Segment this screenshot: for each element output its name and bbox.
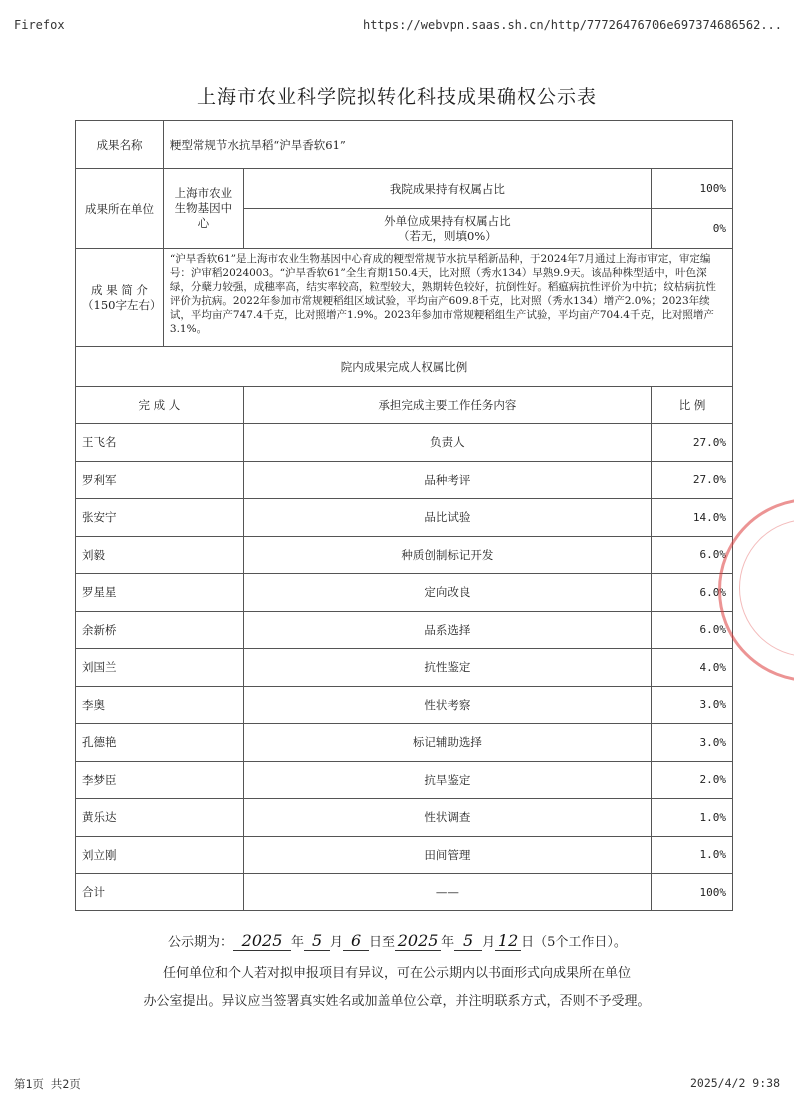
intro-label-cell	[76, 249, 164, 347]
contributor-ratio: 6.0%	[652, 574, 733, 612]
contributor-task: 性状调查	[243, 799, 651, 837]
contributor-name: 黄乐达	[76, 799, 244, 837]
contributor-task: 品比试验	[243, 499, 651, 537]
day-end: 日（5个工作日）。	[521, 935, 627, 950]
contributors-body	[76, 424, 733, 874]
contributor-name: 张安宁	[76, 499, 244, 537]
end-day: 12	[495, 931, 521, 951]
external-share-label-line2: （若无，则填0%）	[398, 228, 497, 243]
objection-note-line2: 办公室提出。异议应当签署真实姓名或加盖单位公章，并注明联系方式，否则不予受理。	[143, 994, 651, 1009]
contributor-ratio: 14.0%	[652, 499, 733, 537]
contributor-name: 李梦臣	[76, 761, 244, 799]
contributor-row	[76, 761, 733, 799]
contributor-task: 品种考评	[243, 461, 651, 499]
external-share-value: 0%	[652, 209, 733, 249]
start-day: 6	[343, 931, 369, 951]
result-name-label: 成果名称	[76, 121, 164, 169]
contributor-ratio: 6.0%	[652, 536, 733, 574]
page-url[interactable]: https://webvpn.saas.sh.cn/http/77726476706e697374686562...	[362, 18, 782, 32]
end-month: 5	[454, 931, 482, 951]
contributor-name: 李奥	[76, 686, 244, 724]
year-char-1: 年	[291, 935, 305, 950]
day-to: 日至	[369, 935, 396, 950]
contributor-ratio: 27.0%	[652, 424, 733, 462]
contributor-name: 余新桥	[76, 611, 244, 649]
unit-value: 上海市农业生物基因中心	[163, 169, 243, 249]
contributor-ratio: 2.0%	[652, 761, 733, 799]
contributor-row	[76, 686, 733, 724]
contributor-ratio: 1.0%	[652, 836, 733, 874]
contributor-row	[76, 424, 733, 462]
contributor-ratio: 3.0%	[652, 686, 733, 724]
objection-note-line1: 任何单位和个人若对拟申报项目有异议，可在公示期内以书面形式向成果所在单位	[162, 966, 631, 981]
contributor-task: 定向改良	[243, 574, 651, 612]
contributor-task: 负责人	[243, 424, 651, 462]
start-year: 2025	[233, 931, 291, 951]
contributor-row	[76, 574, 733, 612]
month-char-2: 月	[482, 935, 496, 950]
result-name-value: 粳型常规节水抗旱稻“沪旱香软61”	[163, 121, 732, 169]
contributor-ratio: 1.0%	[652, 799, 733, 837]
own-share-label: 我院成果持有权属占比	[243, 169, 651, 209]
total-ratio: 100%	[652, 874, 733, 911]
contributor-row	[76, 799, 733, 837]
col-header-task: 承担完成主要工作任务内容	[243, 387, 651, 424]
start-month: 5	[304, 931, 330, 951]
total-label: 合计	[76, 874, 244, 911]
month-char-1: 月	[330, 935, 344, 950]
contributor-row	[76, 724, 733, 762]
page-number: 第1页 共2页	[14, 1077, 81, 1091]
external-share-label	[243, 209, 651, 249]
contributor-task: 抗旱鉴定	[243, 761, 651, 799]
contributor-task: 种质创制标记开发	[243, 536, 651, 574]
intro-label: 成 果 简 介	[90, 282, 148, 297]
contributor-task: 品系选择	[243, 611, 651, 649]
disclosure-table	[75, 120, 733, 911]
end-year: 2025	[395, 931, 441, 951]
browser-name: Firefox	[14, 18, 65, 32]
contributor-ratio: 6.0%	[652, 611, 733, 649]
total-task: ——	[243, 874, 651, 911]
contributor-name: 孔德艳	[76, 724, 244, 762]
own-share-value: 100%	[652, 169, 733, 209]
contributor-task: 抗性鉴定	[243, 649, 651, 687]
contributor-name: 刘国兰	[76, 649, 244, 687]
contributor-row	[76, 536, 733, 574]
contributor-name: 罗利军	[76, 461, 244, 499]
contributor-task: 田间管理	[243, 836, 651, 874]
contributor-row	[76, 499, 733, 537]
external-share-label-line1: 外单位成果持有权属占比	[384, 213, 511, 228]
col-header-ratio: 比 例	[652, 387, 733, 424]
year-char-2: 年	[441, 935, 455, 950]
contributor-name: 王飞名	[76, 424, 244, 462]
contributor-row	[76, 611, 733, 649]
contributor-task: 标记辅助选择	[243, 724, 651, 762]
intro-label-sub: （150字左右）	[82, 297, 162, 312]
ratio-section-title: 院内成果完成人权属比例	[76, 347, 733, 387]
contributor-ratio: 3.0%	[652, 724, 733, 762]
contributor-ratio: 27.0%	[652, 461, 733, 499]
unit-label: 成果所在单位	[76, 169, 164, 249]
contributor-name: 罗星星	[76, 574, 244, 612]
contributor-name: 刘立刚	[76, 836, 244, 874]
print-datetime: 2025/4/2 9:38	[689, 1076, 780, 1090]
disclosure-period	[168, 931, 627, 951]
period-label: 公示期为：	[168, 935, 234, 950]
contributor-row	[76, 836, 733, 874]
contributor-name: 刘毅	[76, 536, 244, 574]
document-title: 上海市农业科学院拟转化科技成果确权公示表	[196, 86, 597, 108]
contributor-row	[76, 649, 733, 687]
contributor-task: 性状考察	[243, 686, 651, 724]
contributor-row	[76, 461, 733, 499]
contributor-ratio: 4.0%	[652, 649, 733, 687]
intro-text: “沪旱香软61”是上海市农业生物基因中心育成的粳型常规节水抗旱稻新品种，于2024年7月通过上海市审定，审定编号：沪审稻2024003。“沪旱香软61”全生育期150.4天，比对照（秀水134）早熟9.9天。该品种株型适中，叶色深绿，分蘖力较强，成穗率高，结实率较高，粒型较大，熟期转色较好，抗倒性好。稻瘟病抗性评价为中抗；纹枯病抗性评价为抗病。2022年参加市常规粳稻组区域试验，平均亩产609.8千克，比对照（秀水134）增产2.0%；2023年续试，平均亩产747.4千克，比对照增产1.9%。2023年参加市常规粳稻组生产试验，平均亩产704.4千克，比对照增产3.1%。	[163, 249, 732, 347]
col-header-person: 完 成 人	[76, 387, 244, 424]
